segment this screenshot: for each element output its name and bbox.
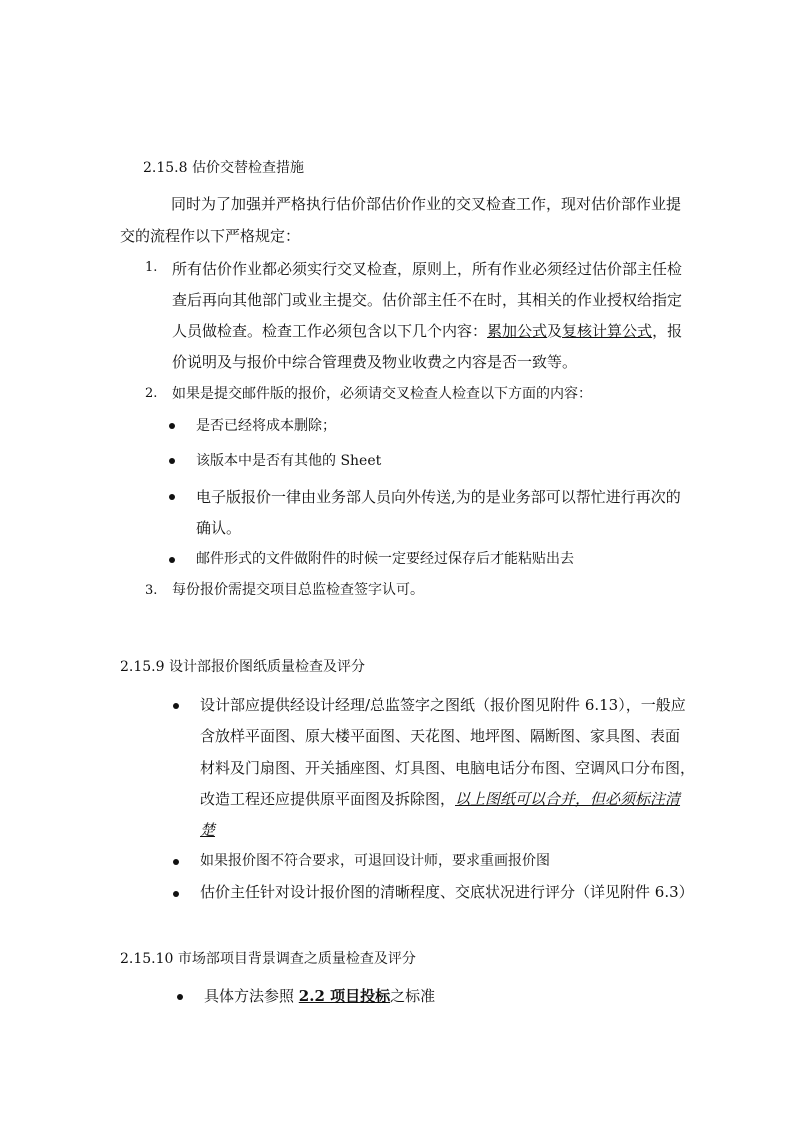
s159-note-underlined-end: 楚 <box>200 821 216 839</box>
item-2-text: 如果是提交邮件版的报价，必须请交叉检查人检查以下方面的内容： <box>172 386 592 402</box>
bullet-dot <box>177 994 183 1000</box>
cumulative-formula-link: 累加公式 <box>487 322 548 340</box>
bullet-dot <box>173 859 179 865</box>
list-number-1: 1. <box>145 260 158 275</box>
bullet-dot <box>169 557 175 563</box>
item-1-line-3 <box>172 321 682 341</box>
s1510-bullet-1-text-a: 具体方法参照 <box>204 987 299 1005</box>
list-number-3: 3. <box>145 583 158 598</box>
section-heading-2-15-9: 2.15.9 设计部报价图纸质量检查及评分 <box>120 659 365 675</box>
item-1-line-4: 价说明及与报价中综合管理费及物业收费之内容是否一致等。 <box>172 353 578 371</box>
s159-bullet-1-line-1: 设计部应提供经设计经理/总监签字之图纸（报价图见附件 6.13），一般应 <box>200 696 686 714</box>
bullet-dot <box>173 703 179 709</box>
s159-bullet-1-line-3: 材料及门扇图、开关插座图、灯具图、电脑电话分布图、空调风口分布图， <box>200 759 696 777</box>
review-formula-link: 复核计算公式 <box>562 322 653 340</box>
item-1-line-3-text-a: 人员做检查。检查工作必须包含以下几个内容： <box>172 322 488 340</box>
s159-bullet-2: 如果报价图不符合要求，可退回设计师，要求重画报价图 <box>200 853 550 869</box>
s159-note-underlined: 以上图纸可以合并，但必须标注清 <box>455 790 681 808</box>
s159-bullet-1-line-2: 含放样平面图、原大楼平面图、天花图、地坪图、隔断图、家具图、表面 <box>200 727 681 745</box>
s159-bullet-1-line-4-text: 改造工程还应提供原平面图及拆除图， <box>200 790 456 808</box>
s159-bullet-1-line-4 <box>200 789 680 809</box>
item-2-bullet-3-line-2: 确认。 <box>196 519 242 537</box>
s159-bullet-3: 估价主任针对设计报价图的清晰程度、交底状况进行评分（详见附件 6.3） <box>200 883 694 901</box>
intro-paragraph-line-2: 交的流程作以下严格规定： <box>120 227 301 245</box>
section-heading-2-15-10: 2.15.10 市场部项目背景调查之质量检查及评分 <box>120 951 416 967</box>
item-3-text: 每份报价需提交项目总监检查签字认可。 <box>172 582 424 598</box>
item-1-line-1: 所有估价作业都必须实行交叉检查，原则上，所有作业必须经过估价部主任检 <box>172 260 683 278</box>
item-2-bullet-2: 该版本中是否有其他的 Sheet <box>196 453 382 469</box>
item-1-line-3-text-b: 及 <box>547 322 563 340</box>
section-heading-2-15-8: 2.15.8 估价交替检查措施 <box>143 160 304 176</box>
bullet-dot <box>169 458 175 464</box>
list-number-2: 2. <box>145 386 158 401</box>
s1510-bullet-1 <box>204 986 435 1006</box>
item-2-bullet-1: 是否已经将成本删除； <box>196 418 336 434</box>
s1510-bullet-1-text-b: 之标准 <box>390 987 436 1005</box>
item-1-line-2: 查后再向其他部门或业主提交。估价部主任不在时，其相关的作业授权给指定 <box>172 291 683 309</box>
intro-paragraph-line-1: 同时为了加强并严格执行估价部估价作业的交叉检查工作，现对估价部作业提 <box>171 195 682 213</box>
bullet-dot <box>173 891 179 897</box>
project-bidding-link[interactable]: 2.2 项目投标 <box>298 987 391 1005</box>
item-1-line-3-text-c: ，报 <box>652 322 683 340</box>
item-2-bullet-4: 邮件形式的文件做附件的时候一定要经过保存后才能粘贴出去 <box>196 551 574 567</box>
bullet-dot <box>169 423 175 429</box>
item-2-bullet-3-line-1: 电子版报价一律由业务部人员向外传送,为的是业务部可以帮忙进行再次的 <box>196 488 681 506</box>
s159-bullet-1-line-5 <box>200 820 215 840</box>
bullet-dot <box>169 494 175 500</box>
